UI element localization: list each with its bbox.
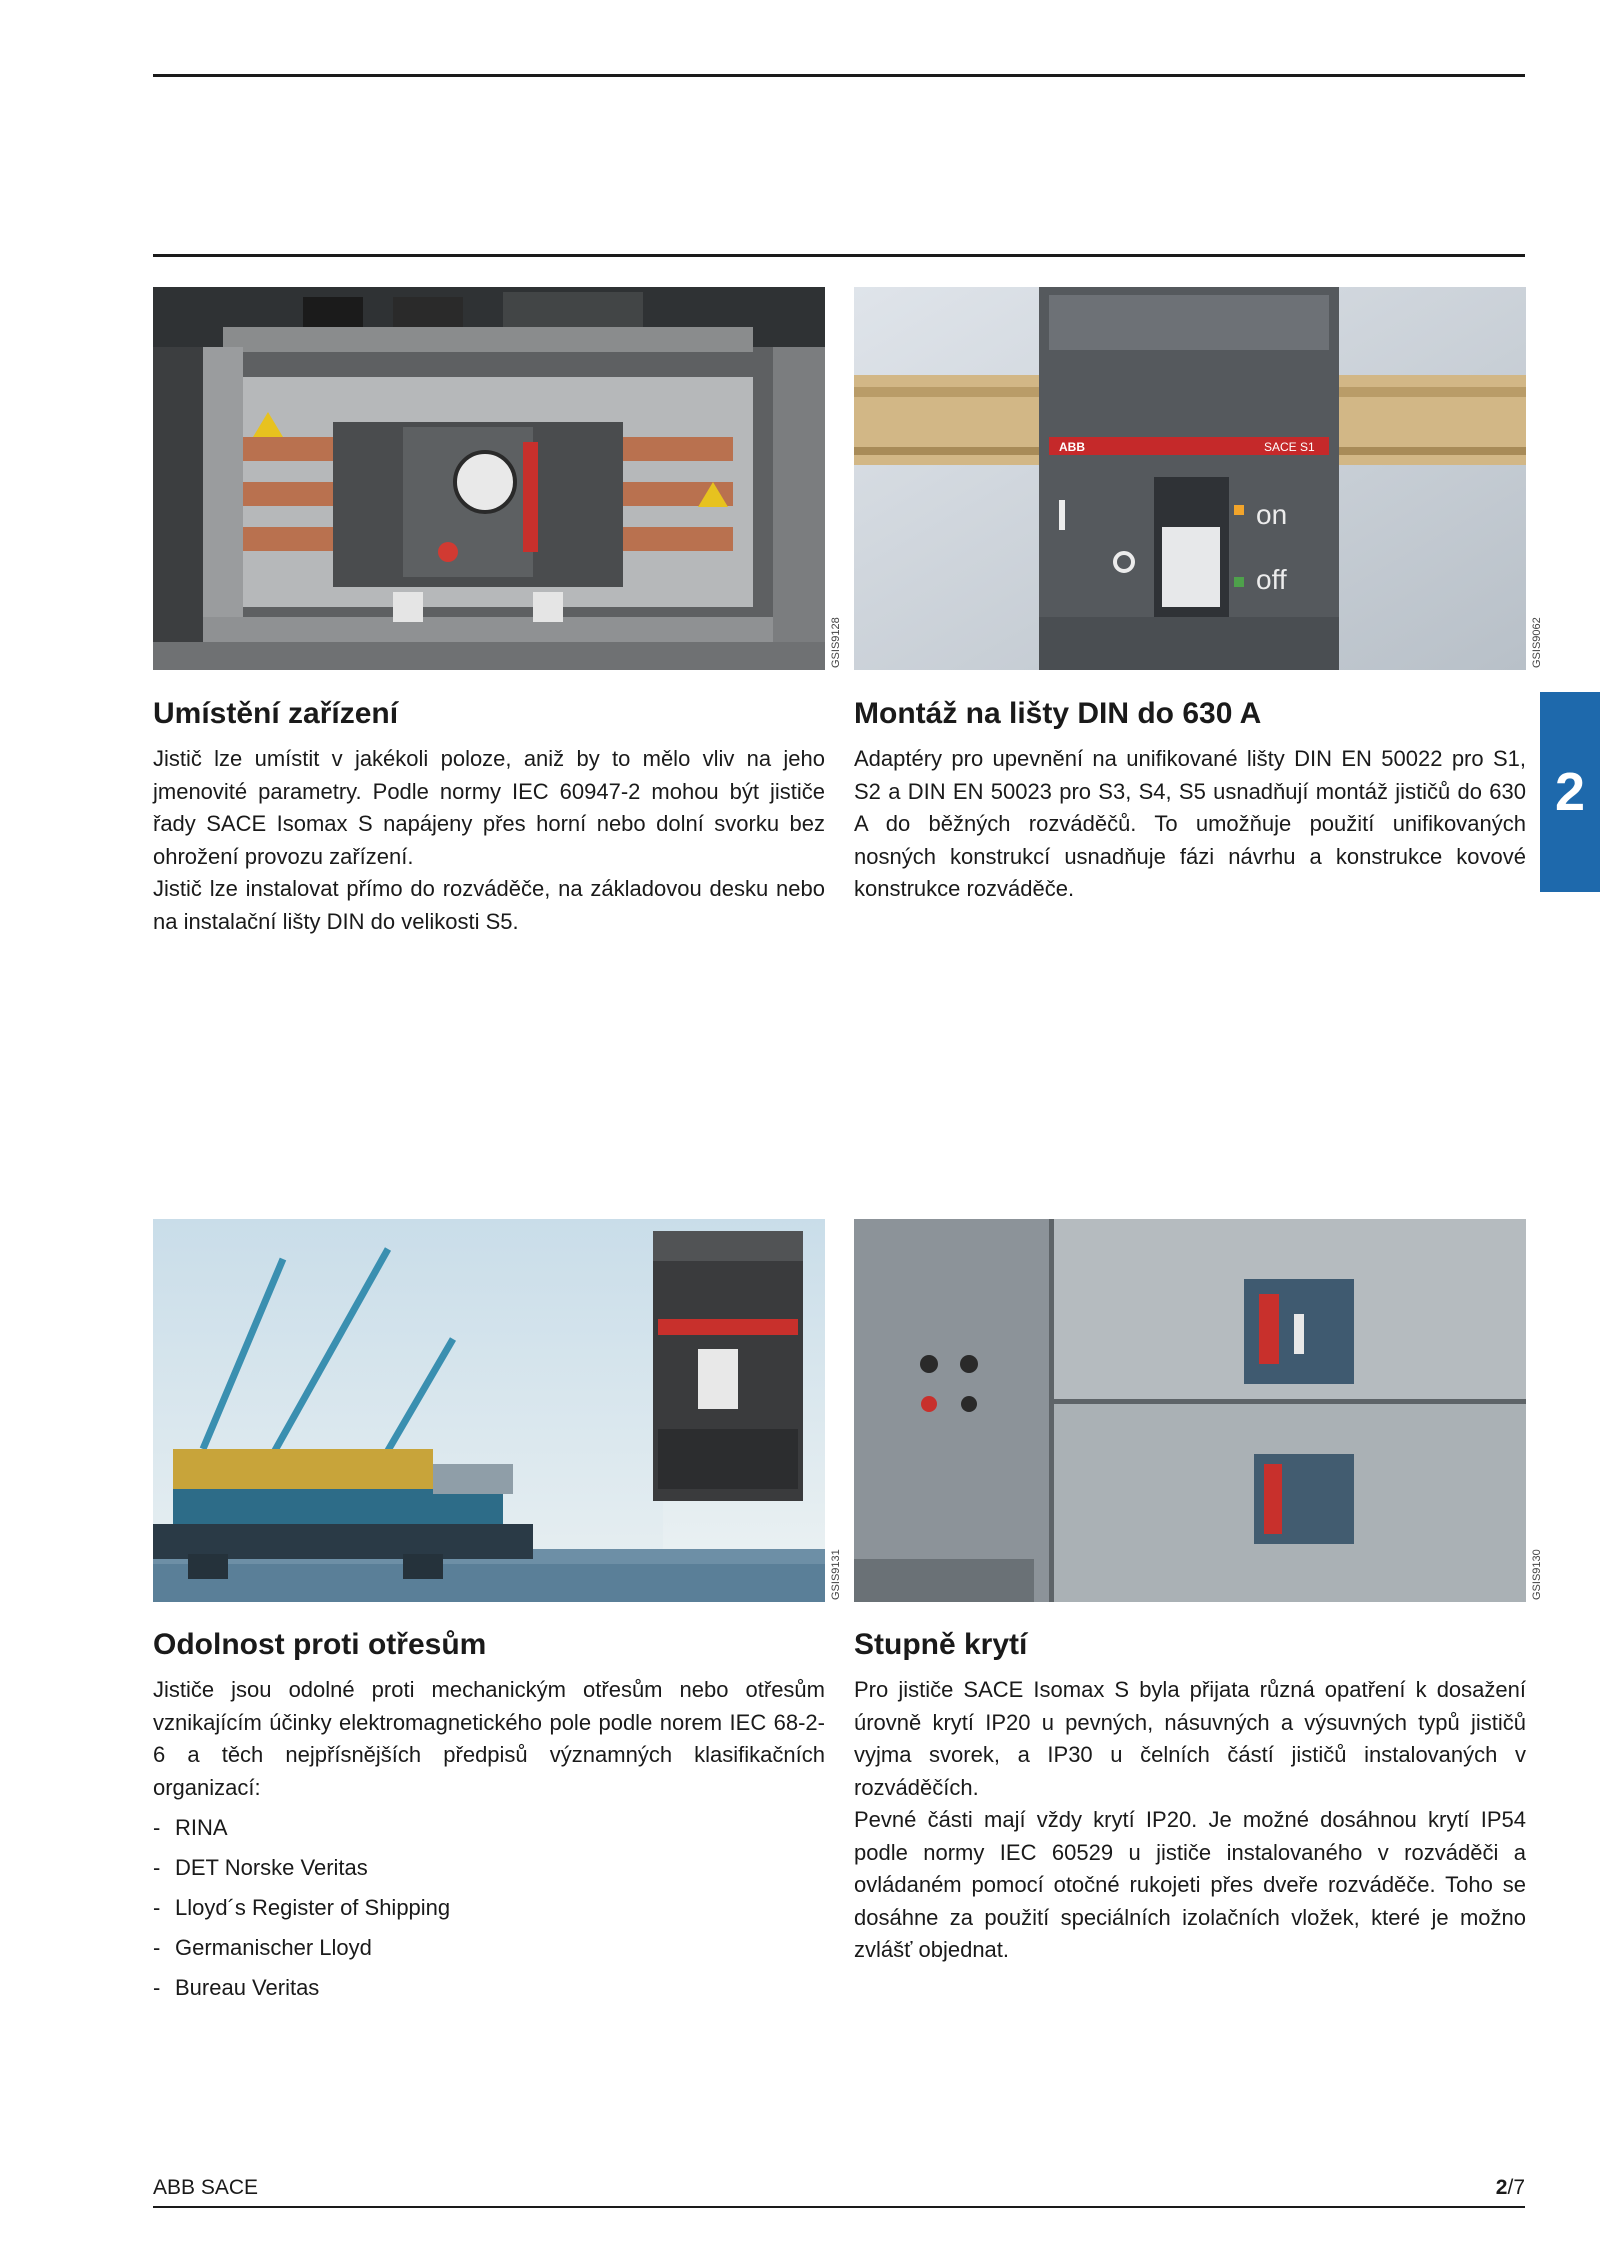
photo-model-text: SACE S1	[1264, 440, 1315, 454]
photo-brand-text: ABB	[1059, 440, 1085, 454]
top-rule	[153, 74, 1525, 77]
section-din-mounting	[854, 697, 1526, 906]
section-din-mounting-title: Montáž na lišty DIN do 630 A	[854, 697, 1262, 730]
section-placement-title: Umístění zařízení	[153, 697, 399, 730]
section-placement-para-1: Jistič lze umístit v jakékoli poloze, aniž by to mělo vliv na jeho jmenovité parametry. Podle normy IEC 60947-2 mohou být jističe řady SACE Isomax S napájeny přes horní nebo dolní svorku bez ohrožení provozu zařízení.	[153, 746, 825, 869]
list-item: - Germanischer Lloyd	[153, 1935, 372, 1960]
section-din-mounting-para-1: Adaptéry pro upevnění na unifikované lišty DIN EN 50022 pro S1, S2 a DIN EN 50023 pro S3, S4, S5 usnadňují montáž jističů do 630 A do běžných rozváděčů. To umožňuje použití unifikovaných nosných konstrukcí usnadňuje fázi návrhu a konstrukce kovové konstrukce rozváděče.	[854, 746, 1526, 901]
photo-din-rail-breaker	[854, 287, 1526, 670]
photo-code-3: GSIS9131	[830, 1549, 842, 1600]
section-protection-degree-para-2: Pevné části mají vždy krytí IP20. Je možné dosáhnou krytí IP54 podle normy IEC 60529 u jističe instalovaného v rozváděči a ovládaném pomocí otočné rukojeti přes dveře rozváděče. Toho se dosáhne za použití speciálních izolačních vložek, které je možno zvlášť objednat.	[854, 1807, 1526, 1962]
footer-page-number: 2/7	[1495, 2176, 1525, 2199]
photo-code-4: GSIS9130	[1531, 1549, 1543, 1600]
photo-switchgear-panel	[854, 1219, 1526, 1602]
section-protection-degree-para-1: Pro jističe SACE Isomax S byla přijata různá opatření k dosažení úrovně krytí IP20 u pevných, násuvných a výsuvných typů jističů vyjma svorek, a IP30 u čelních částí jističů instalovaných v rozváděčích.	[854, 1677, 1526, 1800]
chapter-tab: 2	[1540, 692, 1600, 892]
photo-offshore-crane	[153, 1219, 825, 1602]
section-shock-resistance-para-1: Jističe jsou odolné proti mechanickým otřesům nebo otřesům vznikajícím účinky elektromagnetického pole podle norem IEC 68-2-6 a těch nejpřísnějších předpisů významných klasifikačních organizací:	[153, 1677, 825, 1800]
footer-rule	[153, 2206, 1525, 2208]
section-shock-resistance	[153, 1628, 825, 2008]
header-rule	[153, 254, 1525, 257]
list-item: - RINA	[153, 1815, 228, 1840]
section-shock-resistance-title: Odolnost proti otřesům	[153, 1628, 487, 1661]
list-item: - Bureau Veritas	[153, 1975, 320, 2000]
photo-code-2: GSIS9062	[1531, 617, 1543, 668]
section-placement	[153, 697, 825, 938]
photo-switchboard-interior	[153, 287, 825, 670]
photo-off-text: off	[1256, 564, 1287, 595]
section-protection-degree	[854, 1628, 1526, 1967]
list-item: - Lloyd´s Register of Shipping	[153, 1895, 451, 1920]
list-item: - DET Norske Veritas	[153, 1855, 368, 1880]
photo-on-text: on	[1256, 499, 1288, 530]
classification-list	[153, 1808, 825, 2008]
photo-code-1: GSIS9128	[830, 617, 842, 668]
footer-company: ABB SACE	[153, 2176, 259, 2199]
section-placement-para-2: Jistič lze instalovat přímo do rozváděče, na základovou desku nebo na instalační lišty DIN do velikosti S5.	[153, 876, 825, 934]
section-protection-degree-title: Stupně krytí	[854, 1628, 1028, 1661]
